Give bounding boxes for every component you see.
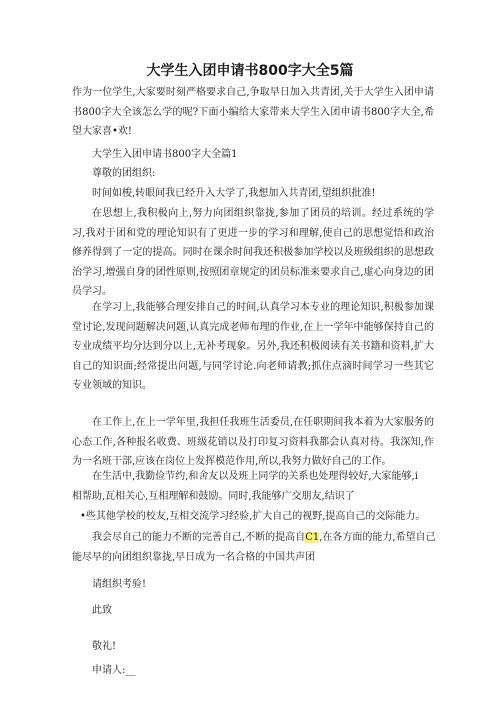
paragraph-4: 在工作上,在上一学年里,我担任我班生活委员,在任职期间我本着为大家服务的心态工作,各种报名收费、班级花销以及打印复习资料我都会认真对待。我深知,作为一名班干部,应该在岗位上发挥模范作用,所以,我努力做好自己的工作。 [72, 417, 434, 467]
paragraph-6-line-1 [92, 531, 436, 545]
review-line: 请组织考验! [92, 579, 147, 590]
paragraph-6-line-2: 能尽早的向团组织靠拢,早日成为一名合格的中国共声团 [72, 552, 316, 563]
jing-li: 敬礼! [92, 641, 117, 652]
paragraph-6-pre: 我会尽自己的能力不断的完善自己,不断的提高自 [92, 532, 306, 543]
paragraph-1: 时间如梭,转眼间我已经升入大学了,我想加入共青团,望组织批准! [92, 188, 376, 199]
highlighted-mark: C1 [305, 532, 320, 543]
salutation: 尊敬的团组织: [92, 168, 156, 179]
paragraph-6-post: ,在各方面的能力,希望自己 [319, 532, 436, 543]
paragraph-3: 在学习上,我能够合理安排自己的时间,认真学习本专业的理论知识,积极参加课堂讨论,发现问题解决问题,认真完成老师布理的作业,在上一学年中能够保持自己的专业成绩平均分达到分以上,无补考现象。另外,我还积极阅读有关书籍和资料,扩大自己的知识面;经常提出问题,与同学讨论.向老师请教;抓住点滴时间学习一些其它专业领域的知识。 [72, 302, 434, 391]
intro-paragraph: 作为一位学生,大家要时刻严格要求自己,争取早日加入共青团,关于大学生入团申请书800字大全该怎么学的呢?下面小编给大家带来大学生入团申请书800字大全,希望大家喜•欢! [72, 87, 434, 137]
ci-zhi: 此致 [92, 605, 112, 616]
paragraph-5-line-3: •些其他学校的校友,互相交流学习经验,扩大自己的视野,提高自己的交际能力。 [80, 511, 426, 522]
paragraph-5-line-1: 在生活中,我勤俭节约,和舍友以及班上同学的关系也处理得较好,大家能够,i [92, 471, 418, 482]
paragraph-5-line-2: 相帮助,瓦相关心,互相理解和鼓励。同时,我能够广交朋友,结识了 [72, 491, 355, 502]
applicant-line: 申请人:__ [92, 665, 136, 676]
document-title: 大学生入团申请书800字大全5篇 [146, 63, 354, 79]
paragraph-2: 在思想上,我积极向上,努力向团组织靠拢,参加了团员的培训。经过系统的学习,我对于团和党的理论知识有了更进一步的学习和理解,使自己的思想觉悟和政治修养得到了一定的提高。同时在课余时间我还积极参加学校以及班级组织的思想政治学习,增强自身的团性原则,按照团章规定的团员标准来要求自己,虚心向身边的团员学习。 [72, 208, 434, 297]
subheading: 大学生入团申请书800字大全篇1 [92, 149, 238, 160]
